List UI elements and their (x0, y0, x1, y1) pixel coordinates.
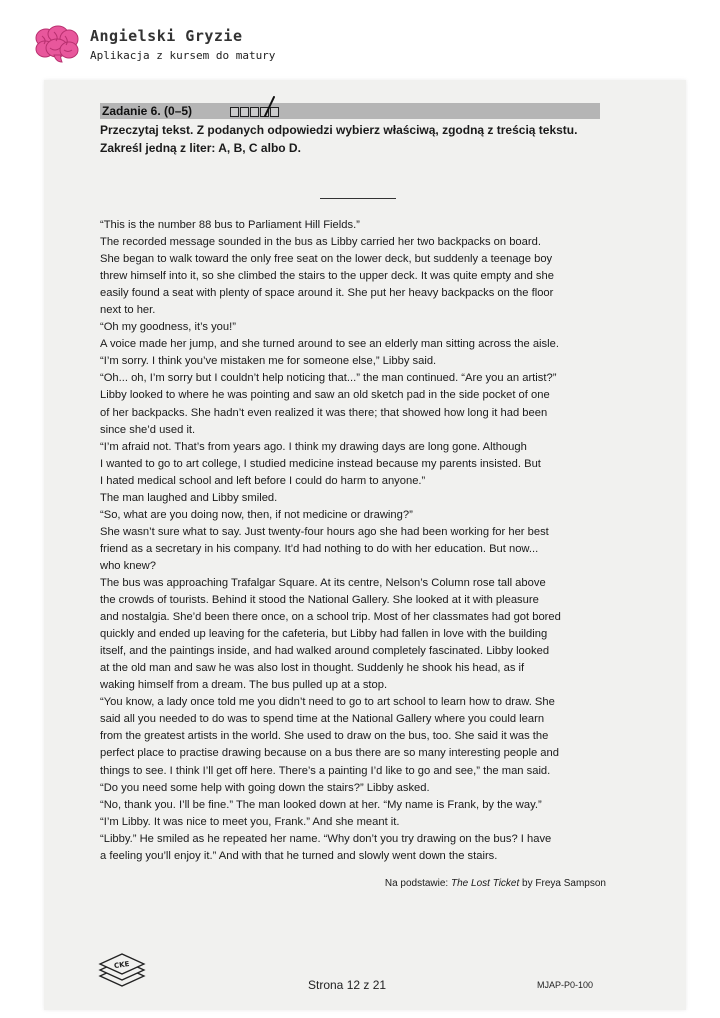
brain-icon (34, 24, 80, 64)
source-citation (385, 878, 606, 889)
story-line: “I’m sorry. I think you’ve mistaken me for someone else,” Libby said. (100, 355, 437, 368)
story-line: The recorded message sounded in the bus as Libby carried her two backpacks on board. (100, 236, 541, 249)
story-line: She began to walk toward the only free seat on the lower deck, but suddenly a teenage boy (100, 253, 553, 266)
score-box (230, 107, 239, 117)
cke-logo-text: CKE (113, 959, 130, 971)
task-title: Zadanie 6. (0–5) (102, 104, 193, 118)
story-line: at the old man and saw he was also lost in thought. Suddenly he shook his head, as if (100, 662, 525, 675)
story-line: threw himself into it, so she climbed the stairs to the upper deck. It was quite empty and she (100, 270, 554, 283)
score-box (250, 107, 259, 117)
story-line: of her backpacks. She hadn’t even realized it was there; that showed how long it had been (100, 406, 548, 419)
story-line: itself, and the paintings inside, and had walked around completely fascinated. Libby looked (100, 645, 550, 658)
story-line: since she’d used it. (100, 423, 196, 436)
score-box (240, 107, 249, 117)
instruction-line: Zakreśl jedną z liter: A, B, C albo D. (100, 141, 301, 155)
story-line: “No, thank you. I’ll be fine.” The man looked down at her. “My name is Frank, by the way.” (100, 798, 542, 811)
story-line: friend as a secretary in his company. It’d had nothing to do with her education. But now... (100, 542, 539, 555)
instruction-line: Przeczytaj tekst. Z podanych odpowiedzi wybierz właściwą, zgodną z treścią tekstu. (100, 123, 578, 137)
story-line: waking himself from a dream. The bus pulled up at a stop. (100, 679, 388, 692)
story-line: who knew? (100, 559, 156, 572)
story-line: things to see. I think I’ll get off here. There’s a painting I’d like to go and see,” the man said. (100, 764, 551, 777)
story-line: “I’m Libby. It was nice to meet you, Frank.” And she meant it. (100, 815, 400, 828)
story-line: “Oh my goodness, it’s you!” (100, 321, 236, 334)
pen-mark-icon (262, 96, 276, 118)
story-line: “This is the number 88 bus to Parliament Hill Fields.” (100, 219, 360, 231)
story-line: from the greatest artists in the world. She used to draw on the bus, too. She said it was the (100, 730, 549, 743)
divider (320, 198, 396, 199)
story-line: said all you needed to do was to spend time at the National Gallery where you could learn (100, 713, 545, 726)
story-line: next to her. (100, 304, 156, 317)
story-line: A voice made her jump, and she turned around to see an elderly man sitting across the aisle. (100, 338, 559, 351)
story-line: perfect place to practise drawing because on a bus there are so many interesting people and (100, 747, 559, 760)
source-suffix: by Freya Sampson (519, 878, 606, 889)
story-line: “I’m afraid not. That’s from years ago. I think my drawing days are long gone. Although (100, 440, 527, 453)
story-line: “You know, a lady once told me you didn’t need to go to art school to learn how to draw. She (100, 696, 555, 709)
task-instructions (100, 121, 620, 157)
story-line: She wasn’t sure what to say. Just twenty-four hours ago she had been working for her best (100, 525, 549, 538)
brand-header (34, 20, 275, 68)
story-line: Libby looked to where he was pointing and saw an old sketch pad in the side pocket of one (100, 389, 550, 402)
source-title: The Lost Ticket (451, 878, 520, 889)
story-line: a feeling you’ll enjoy it.” And with that he turned and slowly went down the stairs. (100, 849, 498, 862)
story-line: “Libby.” He smiled as he repeated her name. “Why don’t you try drawing on the bus? I have (100, 832, 552, 845)
story-text (100, 217, 610, 865)
source-prefix: Na podstawie: (384, 878, 451, 889)
story-line: The bus was approaching Trafalgar Square. At its centre, Nelson’s Column rose tall above (100, 576, 546, 589)
story-line: “So, what are you doing now, then, if not medicine or drawing?” (100, 508, 413, 521)
brand-name: Angielski Gryzie (90, 26, 243, 45)
story-line: the crowds of tourists. Behind it stood the National Gallery. She looked at it with pleasure (100, 594, 539, 607)
story-line: and nostalgia. She’d been there once, on a school trip. Most of her classmates had got bored (100, 611, 561, 624)
page-number: Strona 12 z 21 (308, 978, 387, 992)
story-line: I hated medical school and left before I could do harm to anyone.” (100, 474, 426, 487)
cke-logo-icon (96, 950, 148, 988)
exam-code: MJAP-P0-100 (537, 980, 594, 990)
story-line: “Do you need some help with going down the stairs?” Libby asked. (100, 781, 430, 794)
story-line: The man laughed and Libby smiled. (100, 491, 278, 504)
story-line: “Oh... oh, I’m sorry but I couldn’t help noticing that...” the man continued. “Are you an artist?” (100, 372, 557, 385)
story-line: quickly and ended up leaving for the cafeteria, but Libby had fallen in love with the building (100, 628, 548, 641)
story-line: easily found a seat with plenty of space around it. She put her heavy backpacks on the floor (100, 287, 554, 300)
brand-tagline: Aplikacja z kursem do matury (90, 48, 276, 62)
story-line: I wanted to go to art college, I studied medicine instead because my parents insisted. But (100, 457, 541, 470)
